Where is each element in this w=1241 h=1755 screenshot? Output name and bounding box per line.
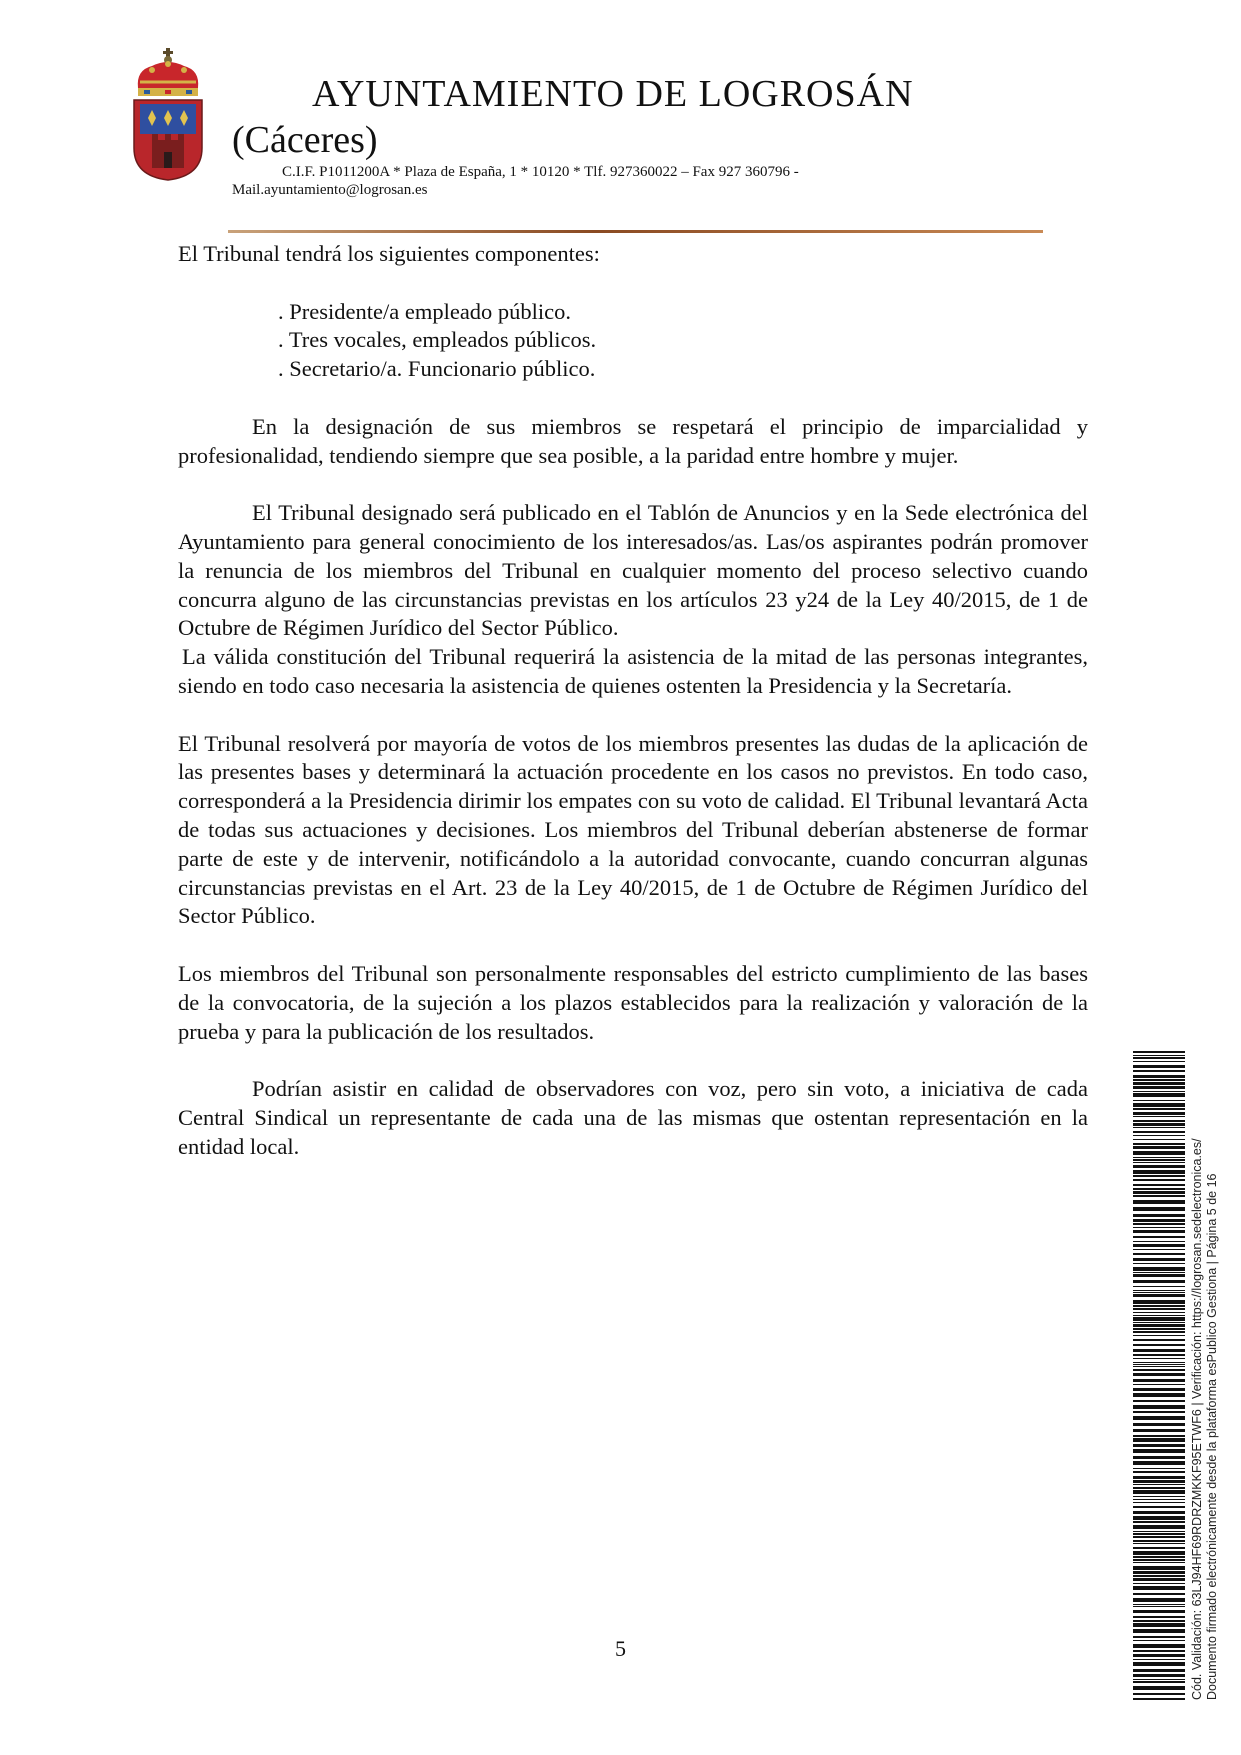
barcode-bar — [1133, 1317, 1185, 1321]
barcode-bar — [1133, 1416, 1185, 1420]
barcode-bar — [1133, 1294, 1185, 1297]
barcode-bar — [1133, 1429, 1185, 1432]
barcode-bar — [1133, 1354, 1185, 1356]
barcode-bar — [1133, 1511, 1185, 1514]
barcode-bar — [1133, 1393, 1185, 1397]
intro-paragraph: El Tribunal tendrá los siguientes componentes: — [178, 241, 600, 266]
barcode-bar — [1133, 1543, 1185, 1544]
barcode-bar — [1133, 1280, 1185, 1283]
barcode-bar — [1133, 1322, 1185, 1323]
barcode-bar — [1133, 1244, 1185, 1247]
barcode-bar — [1133, 1525, 1185, 1529]
barcode-bar — [1133, 1533, 1185, 1535]
barcode-bar — [1133, 1120, 1185, 1122]
barcode-bar — [1133, 1616, 1185, 1618]
barcode-bar — [1133, 1496, 1185, 1497]
barcode-bar — [1133, 1681, 1185, 1683]
barcode-bar — [1133, 1108, 1185, 1110]
barcode-bar — [1133, 1162, 1185, 1163]
paragraph-observers: Podrían asistir en calidad de observadores con voz, pero sin voto, a iniciativa de cada Central Sindical un representante de cada una de las mismas que ostentan representación en la entidad local. — [178, 1076, 1088, 1159]
barcode-bar — [1133, 1606, 1185, 1607]
barcode-bar — [1133, 1362, 1185, 1363]
barcode-bar — [1133, 1566, 1185, 1570]
barcode-bar — [1133, 1214, 1185, 1217]
barcode-bar — [1133, 1103, 1185, 1107]
page-number: 5 — [615, 1636, 626, 1661]
barcode-bar — [1133, 1480, 1185, 1483]
barcode-bar — [1133, 1598, 1185, 1602]
barcode-bar — [1133, 1207, 1185, 1211]
barcode-bar — [1133, 1241, 1185, 1242]
barcode-bar — [1133, 1571, 1185, 1574]
barcode-bar — [1133, 1373, 1185, 1376]
barcode-bar — [1133, 1146, 1185, 1149]
barcode-bar — [1133, 1331, 1185, 1333]
barcode-bar — [1133, 1223, 1185, 1225]
barcode-bar — [1133, 1061, 1185, 1062]
barcode-bar — [1133, 1604, 1185, 1605]
barcode-bar — [1133, 1075, 1185, 1078]
validation-code: Cód. Validación: 63LJ94HF69RDRZMKKF95ETWF6 | Verificación: https://logrosan.sedelectronica.es/ — [1190, 1138, 1204, 1700]
barcode-bar — [1133, 1055, 1185, 1056]
barcode-bar — [1133, 1335, 1185, 1336]
barcode-bar — [1133, 1258, 1185, 1261]
barcode-bar — [1133, 1679, 1185, 1680]
barcode-bar — [1133, 1263, 1185, 1264]
barcode-bar — [1133, 1349, 1185, 1352]
barcode-bar — [1133, 1575, 1185, 1577]
barcode-bar — [1133, 1157, 1185, 1158]
barcode-bar — [1133, 1230, 1185, 1233]
barcode-bar — [1133, 1499, 1185, 1500]
paragraph-constitution: La válida constitución del Tribunal requerirá la asistencia de la mitad de las personas integrantes, siendo en todo caso necesaria la asistencia de quienes ostenten la Presidencia y la Secretaría. — [178, 644, 1088, 698]
barcode-bar — [1133, 1253, 1185, 1255]
barcode-bar — [1133, 1551, 1185, 1555]
barcode-bar — [1133, 1272, 1185, 1273]
barcode-bar — [1133, 1669, 1185, 1672]
barcode-bar — [1133, 1292, 1185, 1293]
barcode-bar — [1133, 1139, 1185, 1140]
organization-province: (Cáceres) — [232, 119, 378, 161]
barcode-bar — [1133, 1620, 1185, 1622]
barcode-bar — [1133, 1057, 1185, 1059]
barcode-bar — [1133, 1249, 1185, 1250]
barcode-bar — [1133, 1179, 1185, 1181]
barcode-bar — [1133, 1516, 1185, 1520]
barcode-bar — [1133, 1344, 1185, 1346]
barcode-bar — [1133, 1093, 1185, 1097]
barcode-bar — [1133, 1366, 1185, 1367]
barcode-bar — [1133, 1151, 1185, 1155]
paragraph-publication: El Tribunal designado será publicado en el Tablón de Anuncios y en la Sede electrónica del Ayuntamiento para general conocimiento de los interesados/as. Las/os aspirantes podrán promover la renuncia de los miembros del Tribunal en cualquier momento del proceso selectivo cuando concurra alguno de las circunstancias previstas en los artículos 23 y24 de la Ley 40/2015, de 1 de Octubre de Régimen Jurídico del Sector Público. — [178, 500, 1088, 641]
barcode-bar — [1133, 1471, 1185, 1473]
barcode-bar — [1133, 1487, 1185, 1489]
barcode-bar — [1133, 1267, 1185, 1271]
barcode-bar — [1133, 1116, 1185, 1117]
barcode-bar — [1133, 1300, 1185, 1304]
barcode-bar — [1133, 1127, 1185, 1128]
barcode-bar — [1133, 1236, 1185, 1238]
barcode-bar — [1133, 1369, 1185, 1371]
signature-note: Documento firmado electrónicamente desde la plataforma esPublico Gestiona | Página 5 de 16 — [1205, 1173, 1219, 1700]
organization-name: AYUNTAMIENTO DE LOGROSÁN — [312, 73, 914, 115]
barcode-bar — [1133, 1051, 1185, 1053]
barcode-bar — [1133, 1082, 1185, 1085]
barcode-bar — [1133, 1358, 1185, 1359]
barcode-bar — [1133, 1175, 1185, 1177]
tribunal-members-list — [178, 298, 1088, 384]
barcode-bar — [1133, 1065, 1185, 1068]
barcode-bar — [1133, 1405, 1185, 1409]
barcode-bar — [1133, 1143, 1185, 1145]
barcode-bar — [1133, 1070, 1185, 1072]
paragraph-resolution: El Tribunal resolverá por mayoría de votos de los miembros presentes las dudas de la aplicación de las presentes bases y determinará la actuación procedente en los casos no previstos. En todo caso, corresponderá a la Presidencia dirimir los empates con su voto de calidad. El Tribunal levantará Acta de todas sus actuaciones y decisiones. Los miembros del Tribunal deberían abstenerse de formar parte de este y de intervenir, notificándolo a la autoridad convocante, cuando concurran algunas circunstancias previstas en el Art. 23 de la Ley 40/2015, de 1 de Octubre de Régimen Jurídico del Sector Público. — [178, 730, 1088, 929]
barcode-bar — [1133, 1328, 1185, 1330]
barcode-bar — [1133, 1536, 1185, 1538]
barcode-bar — [1133, 1274, 1185, 1277]
barcode-bar — [1133, 1312, 1185, 1313]
validation-stamp — [1190, 1138, 1220, 1700]
contact-info: C.I.F. P1011200A * Plaza de España, 1 * 10120 * Tlf. 927360022 – Fax 927 360796 - — [282, 164, 799, 180]
barcode-bar — [1133, 1502, 1185, 1503]
barcode-bar — [1133, 1159, 1185, 1161]
list-item: . Presidente/a empleado público. — [278, 298, 572, 324]
barcode-bar — [1133, 1562, 1185, 1563]
barcode-bar — [1133, 1165, 1185, 1168]
barcode-bar — [1133, 1490, 1185, 1494]
barcode-bar — [1133, 1468, 1185, 1469]
header-divider — [228, 230, 1043, 233]
barcode-bar — [1133, 1662, 1185, 1666]
barcode-bar — [1133, 1379, 1185, 1382]
barcode-bar — [1133, 1131, 1185, 1133]
barcode-bar — [1133, 1435, 1185, 1437]
barcode-bar — [1133, 1578, 1185, 1581]
barcode-bar — [1133, 1100, 1185, 1101]
barcode-bar — [1133, 1531, 1185, 1532]
barcode-bar — [1133, 1444, 1185, 1447]
barcode-bar — [1133, 1286, 1185, 1287]
barcode-bar — [1133, 1195, 1185, 1197]
barcode-bar — [1133, 1308, 1185, 1310]
barcode-bar — [1133, 1112, 1185, 1115]
paragraph-responsibility: Los miembros del Tribunal son personalmente responsables del estricto cumplimiento de las bases de la convocatoria, de la sujeción a los plazos establecidos para la realización y valoración de la prueba y para la publicación de los resultados. — [178, 960, 1088, 1044]
barcode-bar — [1133, 1191, 1185, 1194]
barcode-bar — [1133, 1556, 1185, 1558]
barcode-bar — [1133, 1184, 1185, 1186]
barcode-bar — [1133, 1305, 1185, 1307]
barcode-bar — [1133, 1290, 1185, 1291]
barcode-bar — [1133, 1384, 1185, 1385]
barcode-bar — [1133, 1411, 1185, 1413]
document-body — [178, 240, 1088, 1162]
list-item: . Tres vocales, empleados públicos. — [278, 327, 597, 353]
barcode-bar — [1133, 1623, 1185, 1627]
barcode-bar — [1133, 1629, 1185, 1633]
barcode-bar — [1133, 1200, 1185, 1204]
barcode-bar — [1133, 1698, 1185, 1700]
barcode-bar — [1133, 1188, 1185, 1190]
barcode-bar — [1133, 1506, 1185, 1508]
email-info: Mail.ayuntamiento@logrosan.es — [232, 182, 428, 198]
barcode-bar — [1133, 1693, 1185, 1695]
barcode-bar — [1133, 1586, 1185, 1590]
barcode-bar — [1133, 1364, 1185, 1365]
barcode-bar — [1133, 1674, 1185, 1677]
barcode-bar — [1133, 1086, 1185, 1089]
paragraph-designation: En la designación de sus miembros se respetará el principio de imparcialidad y profesionalidad, tendiendo siempre que sea posible, a la paridad entre hombre y mujer. — [178, 413, 1088, 468]
barcode-bar — [1133, 1091, 1185, 1092]
barcode-bar — [1133, 1315, 1185, 1316]
barcode-bar — [1133, 1449, 1185, 1453]
barcode-bar — [1133, 1400, 1185, 1402]
barcode-bar — [1133, 1219, 1185, 1222]
barcode-bar — [1133, 1339, 1185, 1341]
barcode-bar — [1133, 1324, 1185, 1327]
barcode-bar — [1133, 1461, 1185, 1465]
list-item: . Secretario/a. Funcionario público. — [278, 356, 596, 382]
barcode-bar — [1133, 1123, 1185, 1126]
barcode-bar — [1133, 1484, 1185, 1485]
coat-of-arms-icon — [130, 48, 206, 182]
barcode-bar — [1133, 1456, 1185, 1459]
barcode-bar — [1133, 1423, 1185, 1426]
barcode-bar — [1133, 1388, 1185, 1391]
barcode-bar — [1133, 1547, 1185, 1549]
barcode-bar — [1133, 1476, 1185, 1479]
barcode-bar — [1133, 1583, 1185, 1584]
barcode-bar — [1133, 1227, 1185, 1228]
barcode-bar — [1133, 1610, 1185, 1613]
barcode-bar — [1133, 1686, 1185, 1690]
barcode-bar — [1133, 1170, 1185, 1174]
barcode-bar — [1133, 1559, 1185, 1561]
barcode-bar — [1133, 1135, 1185, 1136]
barcode-bar — [1133, 1438, 1185, 1442]
barcode-bar — [1133, 1540, 1185, 1542]
barcode-bar — [1133, 1521, 1185, 1523]
barcode-bar — [1133, 1079, 1185, 1081]
barcode-bar — [1133, 1593, 1185, 1595]
